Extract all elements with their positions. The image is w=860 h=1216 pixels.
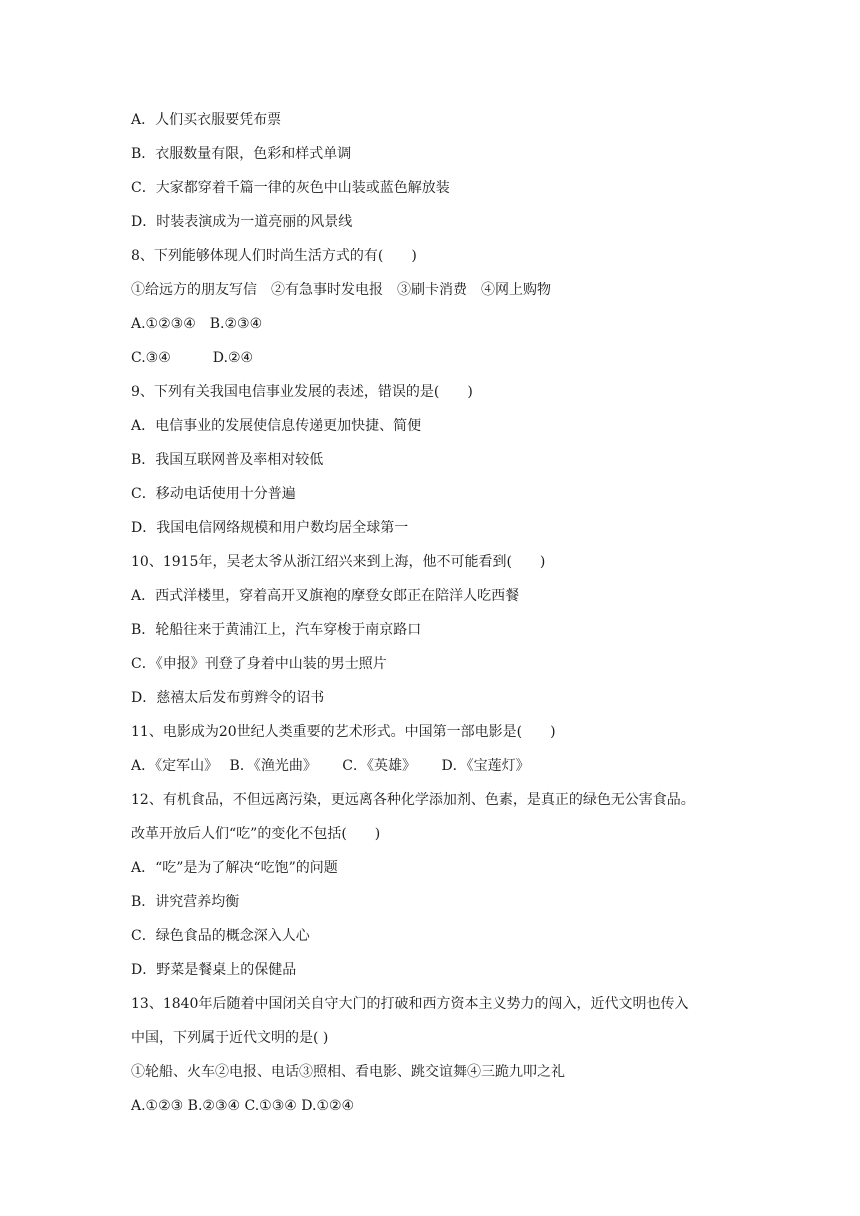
q13-items: ①轮船、火车②电报、电话③照相、看电影、跳交谊舞④三跪九叩之礼 [131,1064,565,1080]
q9-option-d: D．我国电信网络规模和用户数均居全球第一 [131,520,409,536]
q10-stem: 10、1915年，吴老太爷从浙江绍兴来到上海，他不可能看到( ) [131,554,546,570]
q8-items: ①给远方的朋友写信 ②有急事时发电报 ③刷卡消费 ④网上购物 [131,282,551,298]
q12-option-c: C．绿色食品的概念深入人心 [131,928,310,944]
q12-stem-line1: 12、有机食品，不但远离污染，更远离各种化学添加剂、色素，是真正的绿色无公害食品。 [131,792,695,808]
q10-option-a: A．西式洋楼里，穿着高开叉旗袍的摩登女郎正在陪洋人吃西餐 [131,588,520,604]
q9-option-a: A．电信事业的发展使信息传递更加快捷、简便 [131,418,422,434]
q8-stem: 8、下列能够体现人们时尚生活方式的有( ) [131,248,417,264]
q7-option-d: D．时装表演成为一道亮丽的风景线 [131,214,353,230]
q7-option-a: A．人们买衣服要凭布票 [131,112,282,128]
q11-options: A．《定军山》 B．《渔光曲》 C．《英雄》 D．《宝莲灯》 [131,758,530,774]
q7-option-b: B．衣服数量有限，色彩和样式单调 [131,146,352,162]
q9-stem: 9、下列有关我国电信事业发展的表述，错误的是( ) [131,384,473,400]
q8-options-row1: A.①②③④ B.②③④ [131,316,263,332]
q11-stem: 11、电影成为20世纪人类重要的艺术形式。中国第一部电影是( ) [131,724,556,740]
q12-stem-line2: 改革开放后人们“吃”的变化不包括( ) [131,826,381,842]
q13-stem-line1: 13、1840年后随着中国闭关自守大门的打破和西方资本主义势力的闯入，近代文明也传入 [131,996,689,1012]
q9-option-c: C．移动电话使用十分普遍 [131,486,296,502]
q12-option-b: B．讲究营养均衡 [131,894,240,910]
q10-option-b: B．轮船往来于黄浦江上，汽车穿梭于南京路口 [131,622,422,638]
q13-options: A.①②③ B.②③④ C.①③④ D.①②④ [131,1098,355,1114]
q12-option-d: D．野菜是餐桌上的保健品 [131,962,297,978]
q13-stem-line2: 中国，下列属于近代文明的是( ) [131,1030,329,1046]
q12-option-a: A．“吃”是为了解决“吃饱”的问题 [131,860,338,876]
q8-options-row2: C.③④ D.②④ [131,350,254,366]
q10-option-c: C．《申报》刊登了身着中山装的男士照片 [131,656,387,672]
q7-option-c: C．大家都穿着千篇一律的灰色中山装或蓝色解放装 [131,180,450,196]
q9-option-b: B．我国互联网普及率相对较低 [131,452,324,468]
q10-option-d: D．慈禧太后发布剪辫令的诏书 [131,690,325,706]
